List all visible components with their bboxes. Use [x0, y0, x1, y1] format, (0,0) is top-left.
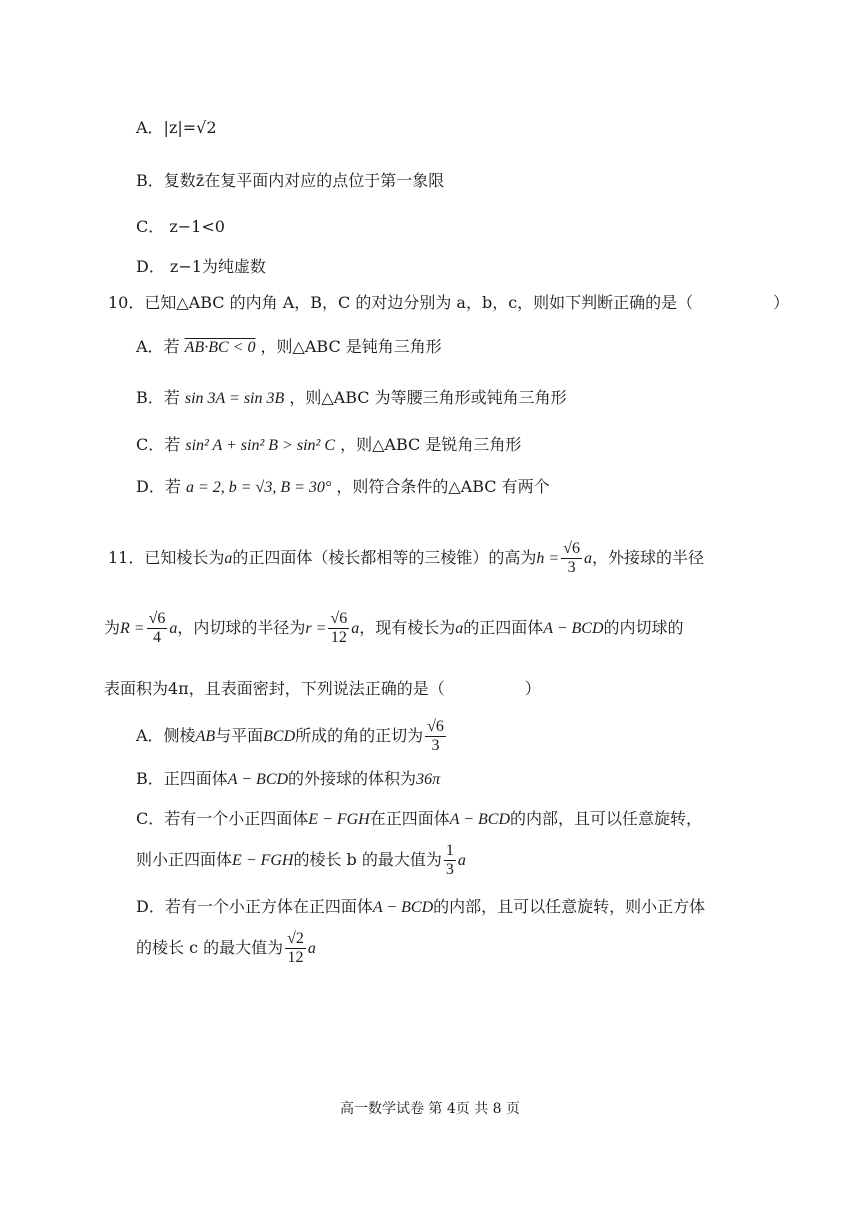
q11-option-b: [136, 768, 440, 791]
q10-option-b: [136, 387, 567, 410]
denominator: 3: [445, 861, 454, 878]
option-a-label: A．侧棱: [136, 726, 196, 745]
q10-option-d: [136, 476, 550, 499]
var-R: R =: [120, 620, 145, 637]
text: 与平面: [215, 726, 264, 745]
text: 的正四面体: [463, 618, 544, 637]
denominator: 12: [330, 629, 347, 646]
fraction: [328, 610, 349, 647]
q11-stem-line3: 表面积为4π，且表面密封，下列说法正确的是（ ）: [104, 679, 541, 698]
fraction: [285, 930, 306, 967]
q11-option-c-line1: [136, 808, 702, 831]
q11-option-d-line1: [136, 896, 705, 919]
tetrahedron-name: A − BCD: [543, 620, 604, 637]
option-b-label: B．正四面体: [136, 769, 228, 788]
text: 的内切球的: [603, 618, 684, 637]
plane-bcd: BCD: [263, 728, 296, 745]
tetrahedron-name: A − BCD: [227, 771, 289, 788]
volume-value: 36π: [416, 771, 441, 788]
denominator: 12: [287, 949, 304, 966]
text: 的内部，且可以任意旋转，则小正方体: [433, 897, 706, 916]
fraction: [147, 610, 168, 647]
text: ，内切球的半径为: [177, 618, 306, 637]
q11-option-a: [136, 714, 448, 758]
fraction: [425, 718, 446, 755]
var-a: a: [307, 940, 316, 957]
edge-ab: AB: [195, 728, 216, 745]
vector-inequality: AB·BC < 0: [184, 339, 256, 356]
text: 的棱长 c 的最大值为: [136, 938, 284, 957]
var-a: a: [455, 620, 464, 637]
denominator: 3: [567, 559, 576, 576]
text: 的棱长 b 的最大值为: [293, 850, 442, 869]
q9-option-d: D． z−1为纯虚数: [136, 257, 266, 276]
q10-option-c: [136, 434, 521, 457]
q10-stem: 10．已知△ABC 的内角 A，B，C 的对边分别为 a，b，c，则如下判断正确的是（ ）: [108, 293, 790, 312]
var-h: h =: [536, 550, 560, 567]
text: 则小正四面体: [136, 850, 233, 869]
option-d-label: D．若有一个小正方体在正四面体: [136, 897, 373, 916]
var-a: a: [351, 620, 360, 637]
fraction: [561, 540, 582, 577]
q11-stem-line1: [108, 538, 704, 578]
text: 的内部，且可以任意旋转，: [510, 809, 703, 828]
text: 的外接球的体积为: [288, 769, 417, 788]
option-d-text: ，则符合条件的△ABC 有两个: [336, 477, 550, 496]
q9-option-c: C． z−1<0: [136, 217, 225, 236]
text: 11．已知棱长为: [108, 548, 225, 567]
fraction: [444, 842, 456, 879]
text: ，外接球的半径: [591, 548, 704, 567]
page-footer: 高一数学试卷 第 4页 共 8 页: [339, 1101, 521, 1117]
option-d-label: D．若: [136, 477, 181, 496]
small-tetrahedron: E − FGH: [308, 811, 370, 828]
var-a: a: [169, 620, 178, 637]
numerator: √6: [563, 540, 580, 557]
numerator: √6: [427, 718, 444, 735]
var-a: a: [224, 550, 233, 567]
option-a-text: ，则△ABC 是钝角三角形: [260, 337, 442, 356]
tetrahedron-name: A − BCD: [372, 899, 434, 916]
numerator: 1: [445, 842, 454, 859]
var-a: a: [457, 852, 466, 869]
option-c-label: C．若有一个小正四面体: [136, 809, 309, 828]
tetrahedron-name: A − BCD: [449, 811, 510, 828]
var-a: a: [583, 550, 592, 567]
small-tetrahedron: E − FGH: [232, 852, 294, 869]
option-a-label: A．若: [136, 337, 180, 356]
text: 所成的角的正切为: [295, 726, 424, 745]
q11-option-c-line2: [136, 838, 466, 882]
text: 在正四面体: [369, 809, 450, 828]
denominator: 3: [431, 737, 440, 754]
option-c-label: C．若: [136, 435, 181, 454]
q9-option-a: A．|z|=√2: [136, 118, 217, 137]
denominator: 4: [152, 629, 161, 646]
numerator: √6: [330, 610, 348, 627]
option-b-label: B．若: [136, 388, 180, 407]
numerator: √2: [287, 930, 304, 947]
option-b-text: ，则△ABC 为等腰三角形或钝角三角形: [289, 388, 567, 407]
q11-stem-line2: [104, 608, 684, 648]
text: ，现有棱长为: [359, 618, 456, 637]
given-values: a = 2, b = √3, B = 30°: [185, 479, 332, 496]
q10-option-a: [136, 336, 442, 359]
q11-option-d-line2: [136, 926, 316, 970]
numerator: √6: [148, 610, 166, 627]
sine-inequality: sin² A + sin² B > sin² C: [185, 437, 335, 454]
text: 的正四面体（棱长都相等的三棱锥）的高为: [232, 548, 537, 567]
text: 为: [104, 618, 121, 637]
option-c-text: ，则△ABC 是锐角三角形: [340, 435, 522, 454]
sine-equation: sin 3A = sin 3B: [184, 390, 285, 407]
var-r: r =: [305, 620, 327, 637]
q9-option-b: B．复数z̄在复平面内对应的点位于第一象限: [136, 171, 445, 190]
